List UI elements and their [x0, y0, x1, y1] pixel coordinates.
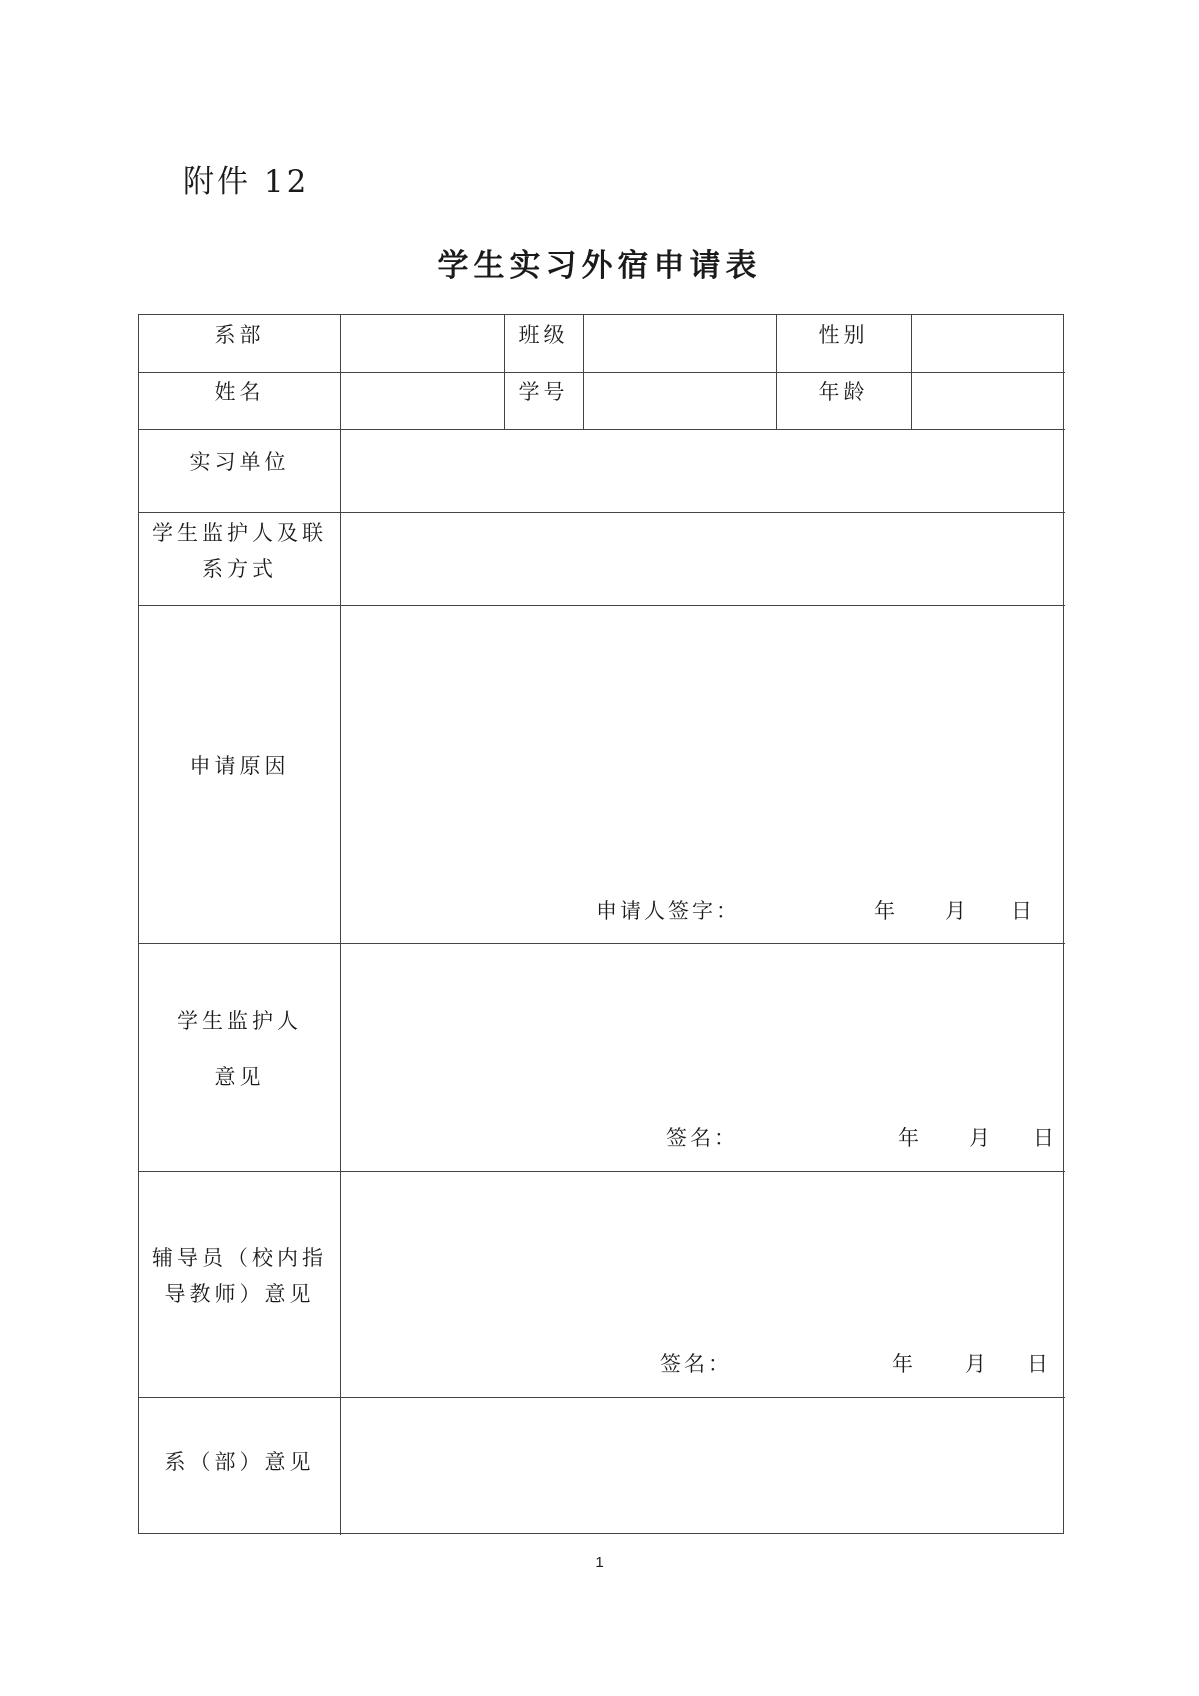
col-divider	[583, 315, 584, 429]
application-form-table	[138, 314, 1064, 1534]
label-student-id: 学号	[518, 380, 569, 404]
label-counselor-line2: 导教师）意见	[164, 1282, 315, 1306]
label-name: 姓名	[214, 380, 265, 404]
field-reason[interactable]	[342, 607, 1063, 867]
label-department-opinion: 系（部）意见	[164, 1450, 315, 1474]
row-divider	[139, 429, 1065, 430]
label-class: 班级	[518, 323, 569, 347]
row-divider	[139, 372, 1065, 373]
guardian-date-year: 年	[898, 1126, 922, 1150]
field-age[interactable]	[913, 374, 1063, 427]
field-department-opinion[interactable]	[342, 1399, 1063, 1533]
applicant-date-month: 月	[945, 899, 969, 923]
applicant-date-year: 年	[874, 899, 898, 923]
guardian-signature-label: 签名：	[666, 1126, 738, 1150]
field-student-id[interactable]	[585, 374, 774, 427]
field-guardian-opinion[interactable]	[342, 945, 1063, 1095]
attachment-label: 附件 12	[183, 164, 310, 200]
row-divider	[139, 943, 1065, 944]
field-counselor-opinion[interactable]	[342, 1173, 1063, 1323]
counselor-date-day: 日	[1027, 1352, 1051, 1376]
document-title: 学生实习外宿申请表	[437, 248, 762, 284]
field-class[interactable]	[585, 317, 774, 370]
label-guardian-opinion-line2: 意见	[214, 1065, 265, 1089]
row-divider	[139, 1397, 1065, 1398]
label-department: 系部	[214, 323, 265, 347]
counselor-date-year: 年	[892, 1352, 916, 1376]
field-gender[interactable]	[913, 317, 1063, 370]
label-guardian-contact-line1: 学生监护人及联	[152, 521, 327, 545]
row-divider	[139, 512, 1065, 513]
label-reason: 申请原因	[189, 754, 290, 778]
applicant-signature-label: 申请人签字：	[596, 899, 740, 923]
counselor-date-month: 月	[965, 1352, 989, 1376]
label-age: 年龄	[818, 380, 869, 404]
guardian-date-day: 日	[1033, 1126, 1057, 1150]
field-internship-unit[interactable]	[342, 431, 1063, 510]
applicant-date-day: 日	[1011, 899, 1035, 923]
field-name[interactable]	[342, 374, 502, 427]
label-guardian-contact-line2: 系方式	[202, 557, 277, 581]
col-divider	[911, 315, 912, 429]
page-number: 1	[595, 1554, 604, 1571]
label-internship-unit: 实习单位	[189, 450, 290, 474]
counselor-signature-label: 签名：	[660, 1352, 732, 1376]
guardian-date-month: 月	[969, 1126, 993, 1150]
field-department[interactable]	[342, 317, 502, 370]
row-divider	[139, 605, 1065, 606]
col-divider	[340, 315, 341, 1535]
label-counselor-line1: 辅导员（校内指	[152, 1246, 327, 1270]
label-gender: 性别	[818, 323, 869, 347]
row-divider	[139, 1171, 1065, 1172]
field-guardian-contact[interactable]	[342, 514, 1063, 603]
label-guardian-opinion-line1: 学生监护人	[177, 1009, 302, 1033]
